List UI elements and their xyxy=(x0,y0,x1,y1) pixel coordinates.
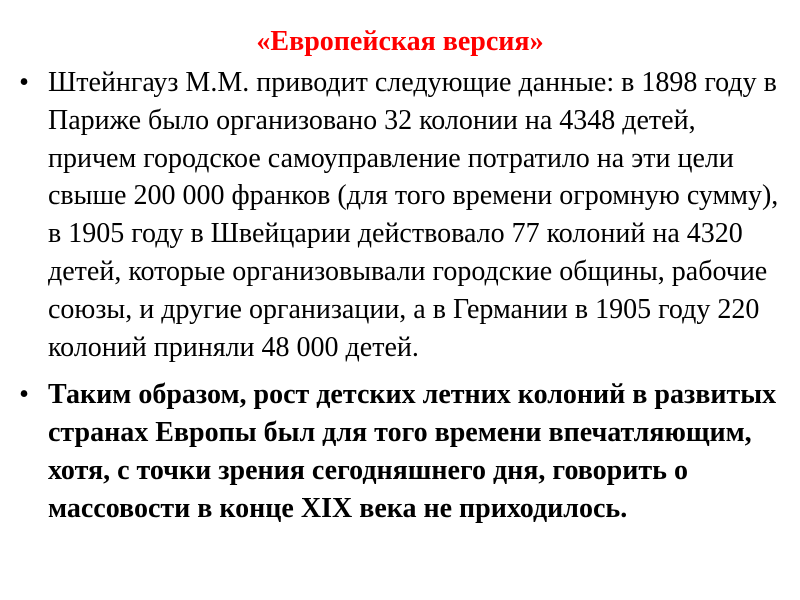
bullet-text-2: Таким образом, рост детских летних колоний в развитых странах Европы был для того времени впечатляющим, хотя, с точки зрения сегодняшнего дня, говорить о массовости в конце XIX века не приходилось. xyxy=(48,379,777,524)
bullet-item-2 xyxy=(0,376,800,527)
bullet-item-1 xyxy=(0,64,800,366)
bullet-icon: • xyxy=(19,67,29,98)
bullet-icon: • xyxy=(19,379,29,411)
slide-title: «Европейская версия» xyxy=(256,26,544,57)
bullet-text-1: Штейнгауз М.М. приводит следующие данные: в 1898 году в Париже было организовано 32 колонии на 4348 детей, причем городское самоуправление потратило на эти цели свыше 200 000 франков (для того времени огромную сумму), в 1905 году в Швейцарии действовало 77 колоний на 4320 детей, которые организовывали городские общины, рабочие союзы, и другие организации, а в Германии в 1905 году 220 колоний приняли 48 000 детей. xyxy=(48,67,779,363)
bullet-list xyxy=(0,64,800,528)
